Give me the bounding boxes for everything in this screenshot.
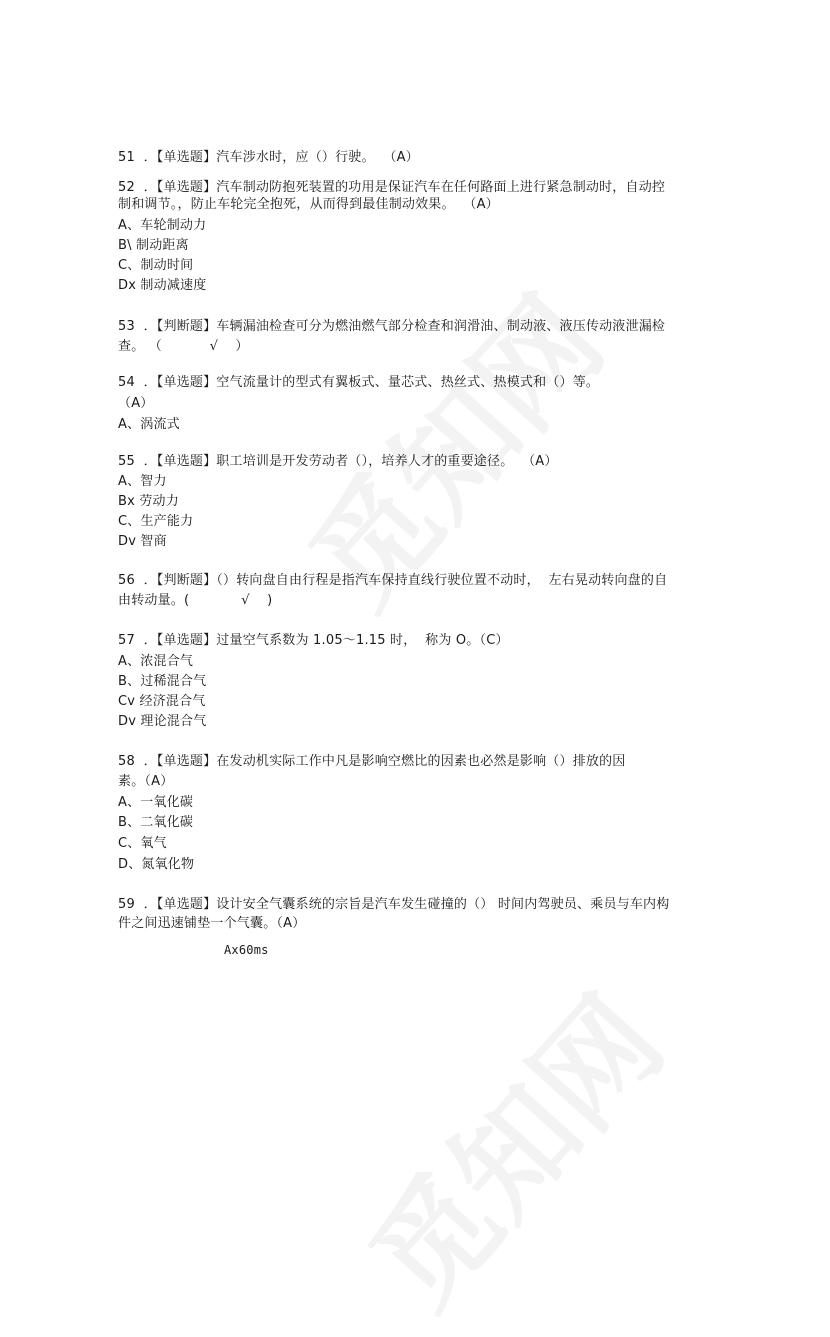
question-53-text: 53 ．【判断题】车辆漏油检查可分为燃油燃气部分检查和润滑油、制动液、液压传动液泄漏检 <box>118 319 666 334</box>
option-d: D、氮氧化物 <box>118 857 195 872</box>
question-52-text-cont: 制和调节。，防止车轮完全抱死，从而得到最佳制动效果。 （A） <box>118 197 499 212</box>
option-b: B、过稀混合气 <box>118 674 207 689</box>
option-d: Dv 理论混合气 <box>118 714 207 729</box>
question-57-text: 57 ．【单选题】过量空气系数为 1.05〜1.15 时， 称为 O。（C） <box>118 633 509 648</box>
option-b: B\ 制动距离 <box>118 238 189 253</box>
option-a: A、一氧化碳 <box>118 795 194 810</box>
option-b: Bx 劳动力 <box>118 494 179 509</box>
question-59-text: 59 ．【单选题】设计安全气囊系统的宗旨是汽车发生碰撞的（） 时间内驾驶员、乘员与车内构 <box>118 897 670 912</box>
watermark <box>326 955 695 1337</box>
option-a: A、智力 <box>118 474 167 489</box>
question-58-text: 58 ．【单选题】在发动机实际工作中凡是影响空燃比的因素也必然是影响（）排放的因 <box>118 754 626 769</box>
option-a: A、涡流式 <box>118 417 180 432</box>
question-54-answer: （A） <box>118 396 154 411</box>
option-c: C、生产能力 <box>118 514 194 529</box>
option-d: Dv 智商 <box>118 534 167 549</box>
question-53-text-cont: 查。 （ √ ） <box>118 339 249 354</box>
option-c: Cv 经济混合气 <box>118 694 206 709</box>
question-56-text: 56 ．【判断题】（）转向盘自由行程是指汽车保持直线行驶位置不动时， 左右晃动转向盘的自 <box>118 573 668 588</box>
option-a: A、车轮制动力 <box>118 218 207 233</box>
option-a: A、浓混合气 <box>118 654 194 669</box>
option-d: Dx 制动减速度 <box>118 278 207 293</box>
question-51-text: 51 ．【单选题】汽车涉水时，应（）行驶。 （A） <box>118 150 419 165</box>
question-54-text: 54 ．【单选题】空气流量计的型式有翼板式、量芯式、热丝式、热模式和（）等。 <box>118 375 600 390</box>
question-52-text: 52 ．【单选题】汽车制动防抱死装置的功用是保证汽车在任何路面上进行紧急制动时，自动控 <box>118 180 666 195</box>
question-56-text-cont: 由转动量。( √ ) <box>118 593 273 608</box>
option-a: Ax60ms <box>224 943 269 957</box>
question-59-text-cont: 件之间迅速铺垫一个气囊。（A） <box>118 916 306 931</box>
option-b: B、二氧化碳 <box>118 815 194 830</box>
question-58-text-cont: 素。（A） <box>118 774 174 789</box>
option-c: C、制动时间 <box>118 258 194 273</box>
option-c: C、氧气 <box>118 836 167 851</box>
question-55-text: 55 ．【单选题】职工培训是开发劳动者（），培养人才的重要途径。 （A） <box>118 454 558 469</box>
